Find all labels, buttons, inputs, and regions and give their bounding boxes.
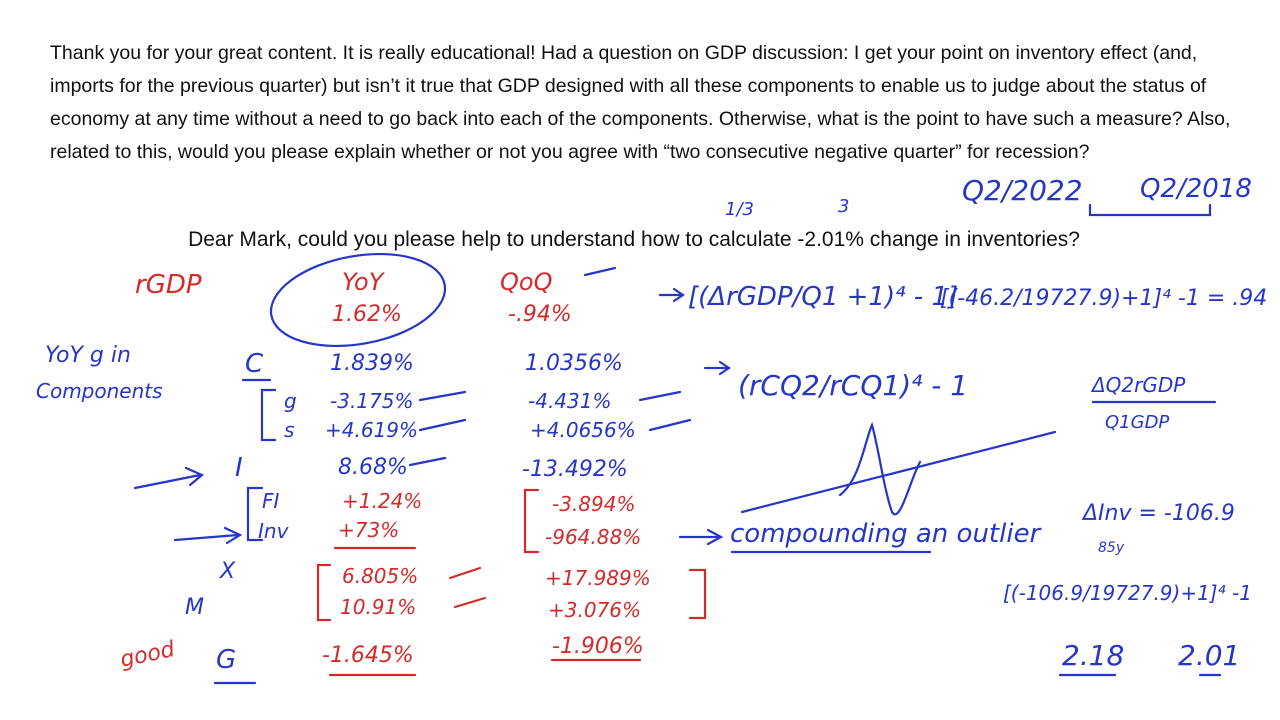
x-qoq: +17.989% bbox=[545, 566, 651, 590]
formula-1: [(ΔrGDP/Q1 +1)⁴ - 1] bbox=[688, 282, 959, 312]
arrow-compound bbox=[680, 530, 721, 544]
qoq-header: QoQ bbox=[500, 268, 553, 296]
bracket-c bbox=[262, 390, 275, 440]
gov-yoy: -1.645% bbox=[322, 643, 414, 668]
c-qoq: 1.0356% bbox=[525, 351, 623, 376]
x-label: X bbox=[220, 559, 236, 584]
formula-3: (rCQ2/rCQ1)⁴ - 1 bbox=[738, 369, 969, 402]
red-ticks bbox=[450, 568, 485, 607]
chart-line bbox=[742, 432, 1055, 512]
c-label: C bbox=[245, 349, 264, 379]
g-gov-label: G bbox=[216, 645, 237, 675]
compounding-note: compounding an outlier bbox=[730, 519, 1041, 549]
yoy-total: 1.62% bbox=[332, 302, 402, 327]
fi-qoq: -3.894% bbox=[552, 492, 636, 516]
gov-qoq: -1.906% bbox=[552, 634, 644, 659]
i-yoy: 8.68% bbox=[338, 455, 408, 480]
rgdp-label: rGDP bbox=[135, 270, 202, 300]
left-note-1: YoY g in bbox=[45, 343, 131, 368]
formula-frac-bot: Q1GDP bbox=[1105, 412, 1170, 433]
s-label: s bbox=[284, 418, 295, 442]
formula-4: [(-106.9/19727.9)+1]⁴ -1 bbox=[1003, 581, 1252, 605]
s-qoq: +4.0656% bbox=[530, 418, 636, 442]
yoy-header: YoY bbox=[342, 268, 384, 296]
question-text: Thank you for your great content. It is really educational! Had a question on GDP discussion: I get your point on inventory effect (and, imports for the previous quarter) but isn’t it true that GDP designed with all these components to enable us to judge about the status of economy at any time without a need to go back into each of the components. Otherwise, what is the point to have such a measure? Also, related to this, would you please explain whether or not you agree with “two consecutive negative quarter” for recession? bbox=[50, 42, 1231, 163]
three-note: 3 bbox=[838, 196, 850, 217]
m-qoq: +3.076% bbox=[548, 598, 642, 622]
left-note-2: Components bbox=[36, 379, 163, 403]
delta-inv: ΔInv = -106.9 bbox=[1083, 501, 1235, 526]
red-bracket-x bbox=[318, 565, 330, 620]
check-marks bbox=[410, 268, 690, 465]
red-bracket-fi bbox=[525, 490, 538, 552]
formula-2: [(-46.2/19727.9)+1]⁴ -1 = .94 bbox=[940, 286, 1268, 311]
result-1: 2.18 bbox=[1062, 639, 1125, 672]
question-subtitle: Dear Mark, could you please help to understand how to calculate -2.01% change in inventories? bbox=[188, 228, 1080, 251]
arrow-i bbox=[135, 468, 202, 488]
delta-inv-sub: 85y bbox=[1098, 540, 1125, 556]
q2-2018: Q2/2018 bbox=[1140, 174, 1252, 204]
inv-yoy: +73% bbox=[338, 518, 400, 542]
inv-label: Inv bbox=[258, 519, 289, 543]
good-note: good bbox=[118, 637, 177, 673]
arrow-inv bbox=[175, 528, 240, 543]
i-qoq: -13.492% bbox=[522, 457, 628, 482]
inv-qoq: -964.88% bbox=[545, 525, 642, 549]
g-qoq: -4.431% bbox=[528, 389, 612, 413]
formula-frac-top: ΔQ2rGDP bbox=[1092, 373, 1186, 397]
i-label: I bbox=[235, 453, 243, 483]
m-yoy: 10.91% bbox=[340, 595, 417, 619]
qoq-total: -.94% bbox=[508, 302, 572, 327]
bracket-fi bbox=[248, 488, 262, 540]
c-yoy: 1.839% bbox=[330, 351, 414, 376]
chart-spike bbox=[840, 425, 920, 514]
m-label: M bbox=[185, 595, 204, 620]
yoy-circle bbox=[264, 241, 453, 358]
x-yoy: 6.805% bbox=[342, 564, 419, 588]
bracket-q2-2018 bbox=[1090, 205, 1210, 215]
s-yoy: +4.619% bbox=[325, 418, 419, 442]
arrow-formula1 bbox=[660, 289, 683, 301]
g-label: g bbox=[284, 389, 297, 413]
third-note: 1/3 bbox=[725, 199, 754, 220]
fi-yoy: +1.24% bbox=[342, 489, 423, 513]
red-bracket-xq bbox=[690, 570, 705, 618]
fi-label: FI bbox=[262, 489, 280, 513]
result-2: 2.01 bbox=[1178, 639, 1241, 672]
arrow-formula3 bbox=[705, 362, 729, 374]
q2-2022: Q2/2022 bbox=[962, 174, 1083, 207]
g-yoy: -3.175% bbox=[330, 389, 414, 413]
